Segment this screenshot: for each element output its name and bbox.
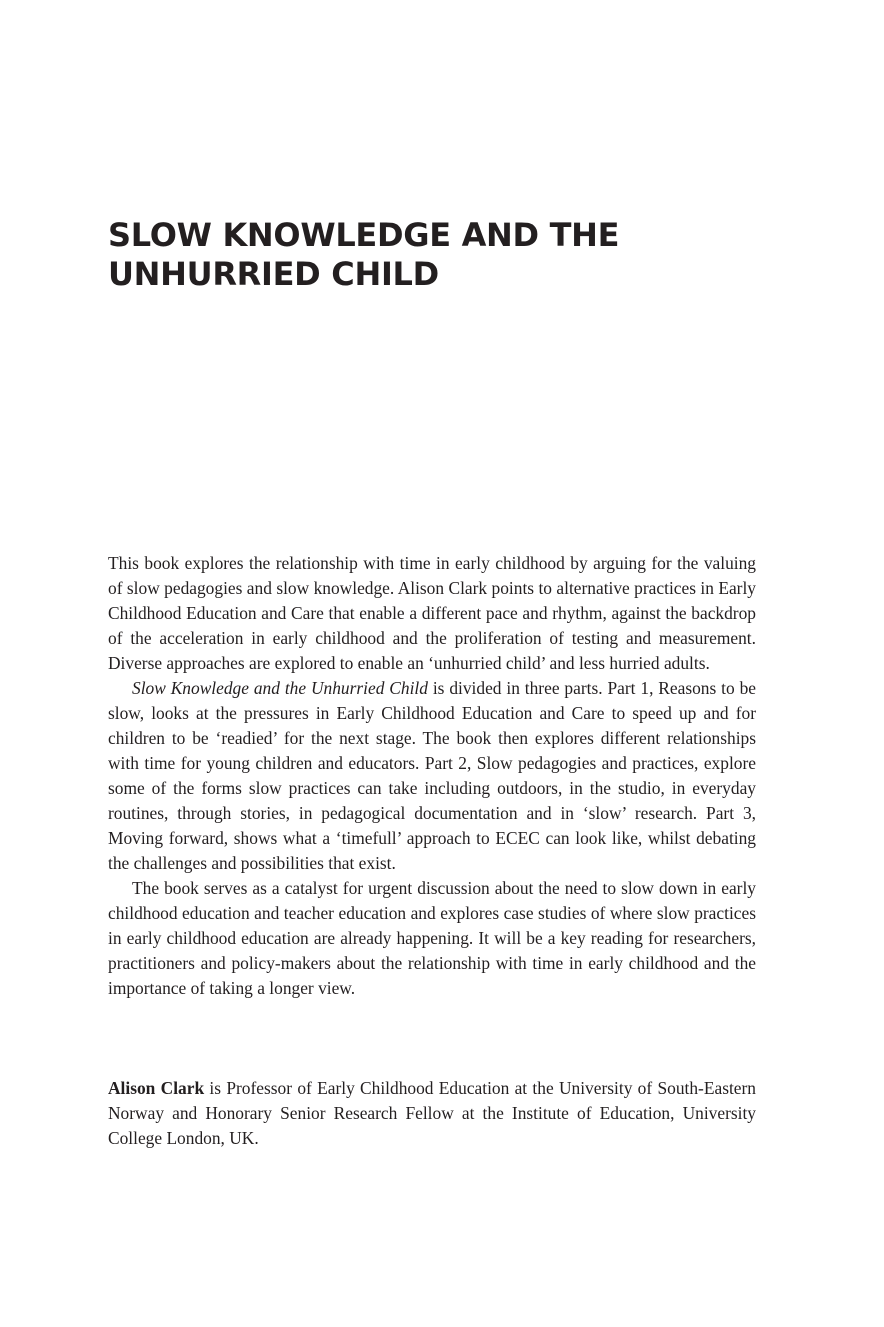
book-description — [108, 551, 756, 1001]
description-paragraph-1: This book explores the relationship with time in early childhood by arguing for the valuing of slow pedagogies and slow knowledge. Alison Clark points to alternative practices in Early Childhood Education and Care that enable a different pace and rhythm, against the backdrop of the acceleration in early childhood and the proliferation of testing and measurement. Diverse approaches are explored to enable an ‘unhurried child’ and less hurried adults. — [108, 553, 756, 673]
author-name: Alison Clark — [108, 1078, 205, 1098]
book-title-italic: Slow Knowledge and the Unhurried Child — [132, 678, 428, 698]
description-paragraph-3: The book serves as a catalyst for urgent discussion about the need to slow down in early childhood education and teacher education and explores case studies of where slow practices in early childhood education are already happening. It will be a key reading for researchers, practitioners and policy-makers about the relationship with time in early childhood and the importance of taking a longer view. — [108, 878, 756, 998]
book-title — [108, 216, 768, 294]
book-title-line-2: UNHURRIED CHILD — [108, 255, 439, 293]
book-title-line-1: SLOW KNOWLEDGE AND THE — [108, 216, 620, 254]
author-bio-paragraph — [108, 1076, 756, 1151]
description-paragraph-2-text: is divided in three parts. Part 1, Reasons to be slow, looks at the pressures in Early Childhood Education and Care to speed up and for children to be ‘readied’ for the next stage. The book then explores different relationships with time for young children and educators. Part 2, Slow pedagogies and practices, explore some of the forms slow practices can take including outdoors, in the studio, in everyday routines, through stories, in pedagogical documentation and in ‘slow’ research. Part 3, Moving forward, shows what a ‘timefull’ approach to ECEC can look like, whilst debating the challenges and possibilities that exist. — [108, 678, 756, 873]
author-bio — [108, 1076, 756, 1151]
description-paragraph-2 — [108, 676, 756, 876]
author-bio-text: is Professor of Early Childhood Education at the University of South-Eastern Norway and Honorary Senior Research Fellow at the Institute of Education, University College London, UK. — [108, 1078, 756, 1148]
